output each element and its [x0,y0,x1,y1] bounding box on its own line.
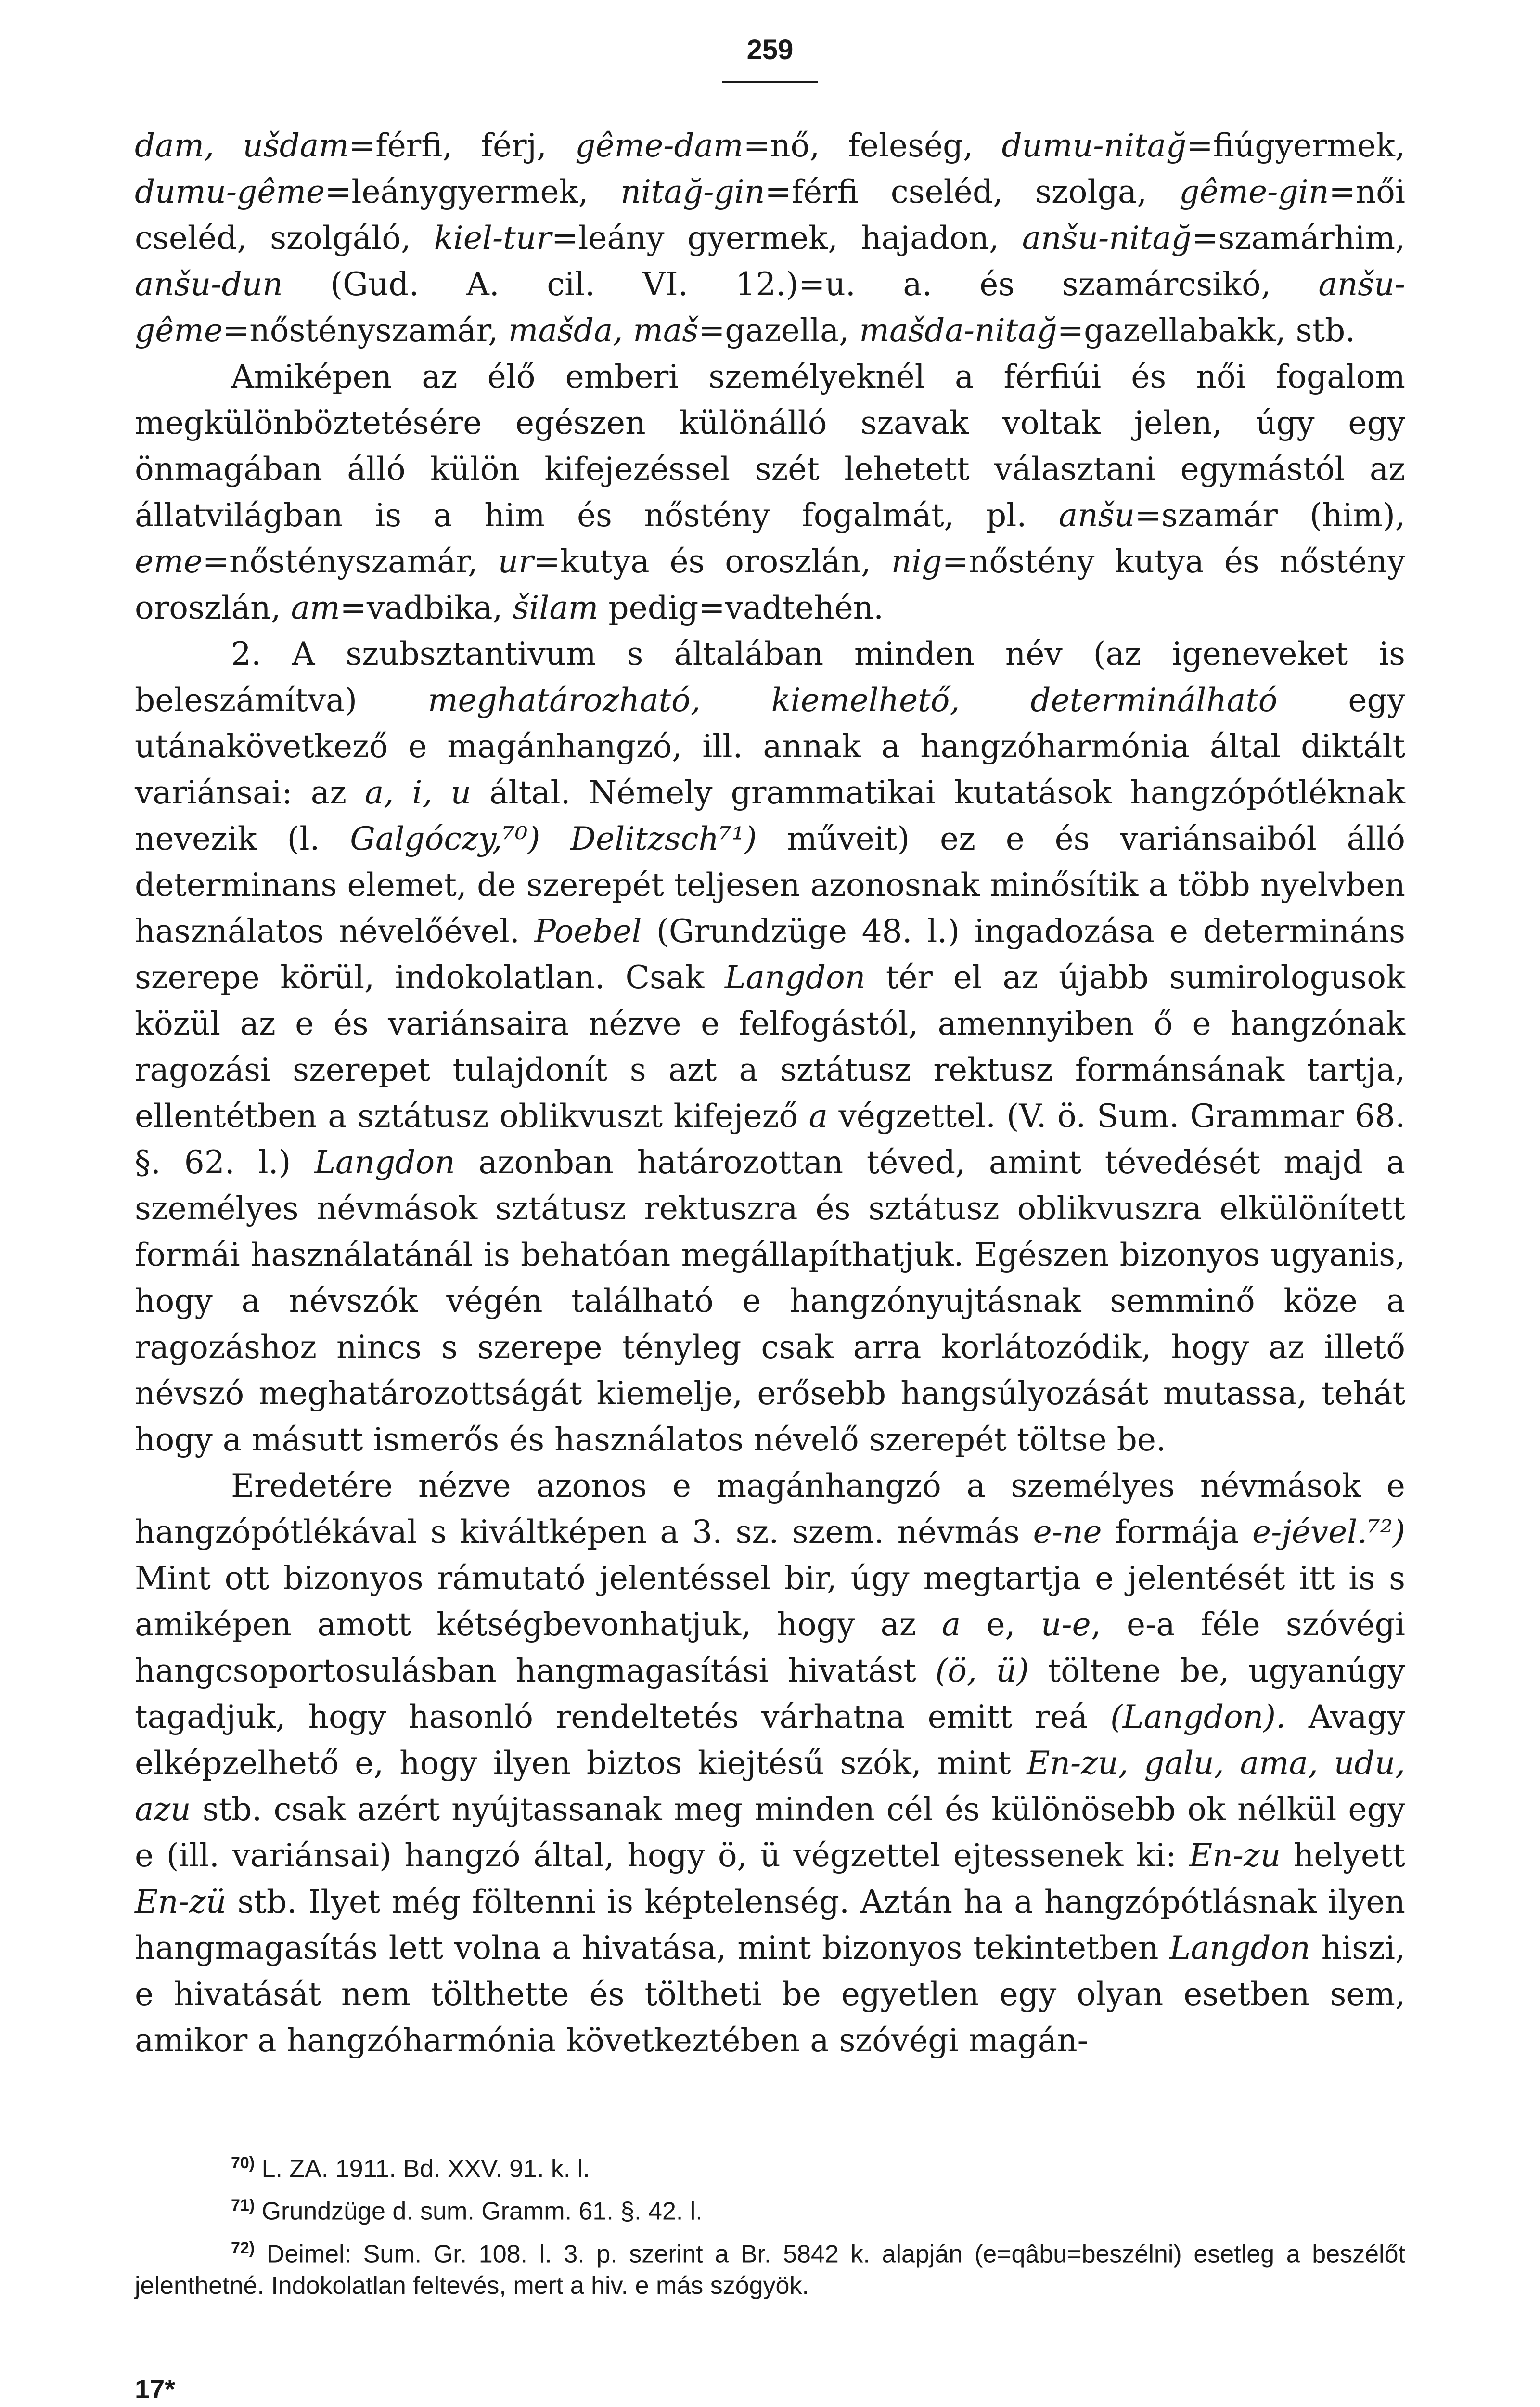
italic-run: En-zu [1189,1837,1281,1874]
italic-run: (Langdon). [1110,1698,1286,1735]
text-run: végzettel. (V. ö. Sum. Grammar 68. §. 62. l.) [135,1098,1405,1181]
italic-run: gême-dam [575,127,744,164]
italic-run: dam, ušdam [135,127,349,164]
text-run: =nőstényszamár, [202,543,498,580]
text-run: (Gud. A. cil. VI. 12.)=u. a. és szamárcsikó, [282,266,1319,303]
footnote-text: Grundzüge d. sum. Gramm. 61. §. 42. l. [255,2197,703,2226]
italic-run: nitağ-gin [620,173,765,210]
text-run: =férfi, férj, [348,127,576,164]
footnote-text: Deimel: Sum. Gr. 108. l. 3. p. szerint a Br. 5842 k. alapján (e=qâbu=beszélni) esetleg a beszélőt jelenthetné. Indokolatlan feltevés, mert a hiv. e más szógyök. [135,2239,1405,2300]
italic-run: eme [135,543,203,580]
italic-run: Galgóczy,⁷⁰) Delitzsch⁷¹) [350,820,757,857]
text-run: =szamár (him), [1135,497,1405,534]
italic-run: e-jével.⁷²) [1252,1514,1405,1551]
text-run: =férfi cseléd, szolga, [765,173,1180,210]
italic-run: anšu [1058,497,1135,534]
paragraph [135,1463,1405,2064]
italic-run: dumu-nitağ [1001,127,1187,164]
italic-run: anšu-dun [135,266,283,303]
text-run: által. Némely grammatikai kutatások hangzópótléknak nevezik (l. [135,774,1405,857]
text-run: (Grundzüge 48. l.) ingadozása e determináns szerepe körül, indokolatlan. Csak [135,913,1405,996]
footnote [135,2147,1405,2185]
text-run: =nő, feleség, [743,127,1002,164]
text-run: stb. csak azért nyújtassanak meg minden cél és különösebb ok nélkül egy e (ill. variánsai) hangzó által, hogy ö, ü végzettel ejtessenek ki: [135,1791,1405,1874]
italic-run: ur [498,543,534,580]
italic-run: Langdon [724,959,866,996]
text-run: =szamárhim, [1192,220,1406,257]
italic-run: Langdon [314,1144,455,1181]
italic-run: a, i, u [365,774,472,811]
text-run: e, [961,1606,1041,1643]
italic-run: a [941,1606,961,1643]
paragraph [135,354,1405,631]
text-run: , e-a féle szóvégi hangcsoportosulásban hangmagasítási hivatást [135,1606,1406,1689]
footnote [135,2189,1405,2227]
italic-run: (ö, ü) [935,1652,1029,1689]
footnote [135,2232,1405,2302]
body-text [135,123,1405,2064]
footnote-mark: 70) [231,2154,255,2172]
italic-run: meghatározható, kiemelhető, determinálható [427,682,1278,719]
text-run: tér el az újabb sumirologusok közül az e és variánsaira nézve e felfogástól, amennyiben ő e hangzónak ragozási szerepet tulajdonít s azt a sztátusz rektusz formánsának tartja, ellentétben a sztátusz oblikvuszt kifejező [135,959,1406,1135]
text-run: műveit) ez e és variánsaiból álló determinans elemet, de szerepét teljesen azonosnak minősítik a több nyelvben használatos névelőével. [135,820,1405,950]
text-run: =kutya és oroszlán, [533,543,891,580]
text-run: hiszi, e hivatását nem tölthette és töltheti be egyetlen egy olyan esetben sem, amikor a hangzóharmónia következtében a szóvégi magán- [135,1929,1405,2059]
italic-run: Poebel [534,913,642,950]
footnote-text: L. ZA. 1911. Bd. XXV. 91. k. l. [255,2155,590,2183]
text-run: =nőstény kutya és nőstény oroszlán, [135,543,1406,626]
printers-signature: 17* [135,2374,176,2404]
footnotes [135,2147,1405,2306]
paragraph [135,123,1405,354]
page-number: 259 [746,34,794,65]
text-run: töltene be, ugyanúgy tagadjuk, hogy hasonló rendeltetés várhatna emitt reá [135,1652,1406,1735]
text-run: azonban határozottan téved, amint tévedését majd a személyes névmások sztátusz rektuszra és sztátusz oblikvuszra elkülönített formái használatánál is behatóan megállapíthatjuk. Egészen bizonyos ugyanis, hogy a névszók végén található e hangzónyujtásnak semminő köze a ragozáshoz nincs s szerepe tényleg csak arra korlátozódik, hogy az illető névszó meghatározottságát kiemelje, erősebb hangsúlyozását mutassa, tehát hogy a másutt ismerős és használatos névelő szerepét töltse be. [135,1144,1406,1458]
footnote-mark: 72) [231,2239,255,2257]
footnote-mark: 71) [231,2196,255,2215]
paragraph [135,631,1405,1463]
text-run: helyett [1281,1837,1405,1874]
text-run: =gazellabakk, stb. [1057,312,1356,349]
italic-run: gême-gin [1179,173,1329,210]
text-run: Mint ott bizonyos rámutató jelentéssel bir, úgy megtartja e jelentését itt is s amiképen amott kétségbevonhatjuk, hogy az [135,1560,1405,1643]
text-run: stb. Ilyet még föltenni is képtelenség. Aztán ha a hangzópótlásnak ilyen hangmagasítás lett volna a hivatása, mint bizonyos tekintetben [135,1883,1405,1967]
text-run: 2. A szubsztantivum s általában minden név (az igeneveket is beleszámítva) [135,635,1405,719]
text-run: =nőstényszamár, [222,312,508,349]
italic-run: dumu-gême [135,173,325,210]
text-run: formája [1102,1514,1253,1551]
italic-run: Langdon [1169,1929,1310,1967]
text-run: =gazella, [698,312,860,349]
text-run: =vadbika, [340,589,513,626]
text-run: Eredetére nézve azonos e magánhangzó a személyes névmások e hangzópótlékával s kiváltképen a 3. sz. szem. névmás [135,1467,1405,1551]
text-run: Amiképen az élő emberi személyeknél a férfiúi és női fogalom megkülönböztetésére egészen különálló szavak voltak jelen, úgy egy önmagában álló külön kifejezéssel szét lehetett választani egymástól az állatvilágban is a him és nőstény fogalmát, pl. [135,358,1405,534]
italic-run: anšu-nitağ [1022,220,1192,257]
italic-run: nig [891,543,942,580]
italic-run: anšu-gême [135,266,1405,349]
text-run: pedig=vadtehén. [598,589,884,626]
text-run: =fiúgyermek, [1186,127,1405,164]
italic-run: u-e [1040,1606,1091,1643]
italic-run: šilam [513,589,599,626]
italic-run: e-ne [1033,1514,1102,1551]
italic-run: En-zu, galu, ama, udu, azu [135,1745,1405,1828]
page-number-underline [722,81,818,83]
italic-run: a [808,1098,828,1135]
italic-run: kiel-tur [434,220,552,257]
text-run: Avagy elképzelhető e, hogy ilyen biztos kiejtésű szók, mint [135,1698,1405,1782]
italic-run: En-zü [135,1883,227,1920]
italic-run: mašda, maš [508,312,699,349]
text-run: egy utánakövetkező e magánhangzó, ill. annak a hangzóharmónia által diktált variánsai: az [135,682,1406,811]
text-run: =leánygyermek, [325,173,621,210]
text-run: =leány gyermek, hajadon, [551,220,1022,257]
italic-run: mašda-nitağ [859,312,1057,349]
italic-run: am [291,589,340,626]
text-run: =női cseléd, szolgáló, [135,173,1405,257]
